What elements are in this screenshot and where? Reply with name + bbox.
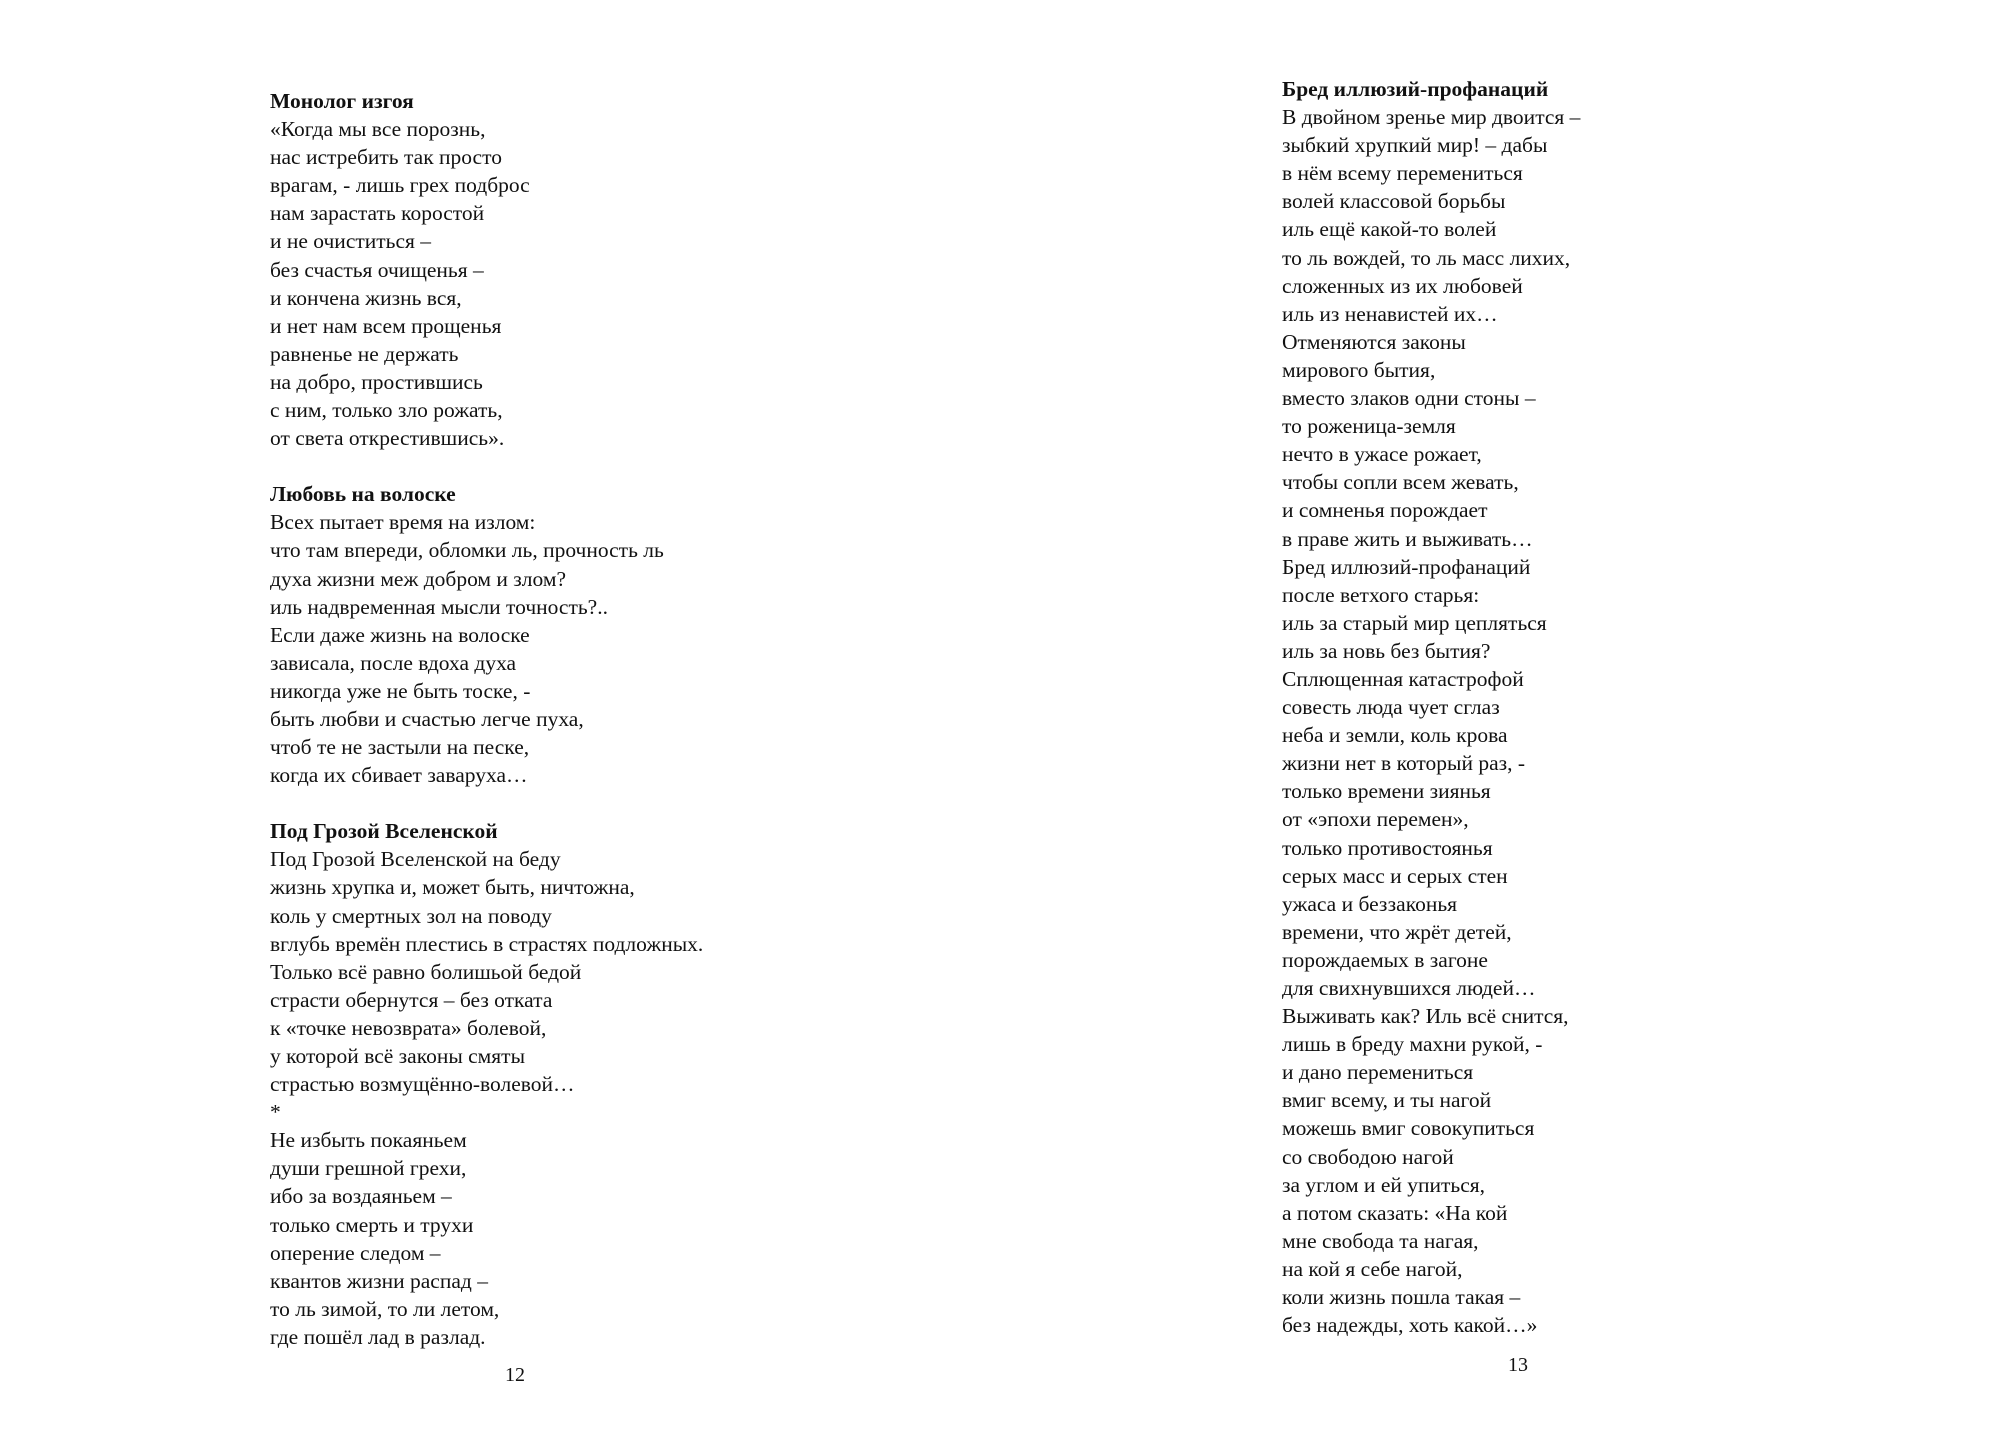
poem-line: Бред иллюзий-профанаций: [1282, 554, 1531, 579]
poem-line: иль ещё какой-то волей: [1282, 217, 1497, 242]
poem-line: на добро, простившись: [270, 369, 483, 394]
poem-line: к «точке невозврата» болевой,: [270, 1015, 547, 1040]
poem-line: вмиг всему, и ты нагой: [1282, 1088, 1492, 1113]
poem-line: где пошёл лад в разлад.: [270, 1324, 486, 1349]
poem-line: оперение следом –: [270, 1240, 441, 1265]
right-page-text: [1282, 75, 1972, 1367]
poem-line: только времени зиянья: [1282, 779, 1491, 804]
poem-line: жизнь хрупка и, может быть, ничтожна,: [270, 875, 635, 900]
poem-line: от света открестившись».: [270, 426, 505, 451]
poem-line: *: [270, 1100, 281, 1125]
poem-line: равненье не держать: [270, 341, 459, 366]
poem-line: Не избыть покаяньем: [270, 1128, 467, 1153]
poem-line: без надежды, хоть какой…»: [1282, 1313, 1538, 1338]
poem-line: только смерть и трухи: [270, 1212, 474, 1237]
poem-line: на кой я себе нагой,: [1282, 1256, 1463, 1281]
poem-line: то ль зимой, то ли летом,: [270, 1296, 500, 1321]
left-page-text: [270, 87, 970, 1379]
poem-line: неба и земли, коль крова: [1282, 723, 1508, 748]
poem-line: что там впереди, обломки ль, прочность ль: [270, 538, 664, 563]
poem-line: и сомненья порождает: [1282, 498, 1488, 523]
poem-line: нечто в ужасе рожает,: [1282, 442, 1482, 467]
poem-line: без счастья очищенья –: [270, 257, 484, 282]
poem-line: иль за старый мир цепляться: [1282, 610, 1547, 635]
poem-line: жизни нет в который раз, -: [1282, 751, 1526, 776]
poem-line: вглубь времён плестись в страстях подложных.: [270, 931, 704, 956]
poem-title: Монолог изгоя: [270, 89, 414, 113]
poem-line: Выживать как? Иль всё снится,: [1282, 1004, 1569, 1029]
poem-line: души грешной грехи,: [270, 1156, 467, 1181]
poem-line: лишь в бреду махни рукой, -: [1282, 1032, 1543, 1057]
poem-line: то роженица-земля: [1282, 414, 1456, 439]
poem-line: и кончена жизнь вся,: [270, 285, 462, 310]
poem-line: никогда уже не быть тоске, -: [270, 678, 531, 703]
poem-line: со свободою нагой: [1282, 1144, 1454, 1169]
poem-line: страсти обернутся – без отката: [270, 987, 553, 1012]
poem-line: от «эпохи перемен»,: [1282, 807, 1469, 832]
poem-line: у которой всё законы смяты: [270, 1044, 526, 1068]
poem-line: нам зарастать коростой: [270, 201, 485, 226]
poem-line: нас истребить так просто: [270, 145, 502, 170]
poem-line: времени, что жрёт детей,: [1282, 919, 1512, 944]
poem-line: коль у смертных зол на поводу: [270, 903, 552, 928]
poem-line: в праве жить и выживать…: [1282, 526, 1533, 551]
poem-line: Всех пытает время на излом:: [270, 510, 536, 535]
poem: [270, 817, 970, 1351]
poem-line: квантов жизни распад –: [270, 1268, 488, 1293]
poem-line: после ветхого старья:: [1282, 582, 1480, 607]
poem-line: то ль вождей, то ль масс лихих,: [1282, 245, 1571, 270]
poem-line: только противостоянья: [1282, 835, 1493, 860]
poem-line: мне свобода та нагая,: [1282, 1228, 1479, 1253]
poem-line: и дано перемениться: [1282, 1060, 1474, 1085]
poem-line: духа жизни меж добром и злом?: [270, 566, 566, 591]
poem: [1282, 75, 1972, 1339]
page-number-left: 12: [505, 1364, 525, 1386]
poem-line: порождаемых в загоне: [1282, 947, 1488, 972]
poem-line: можешь вмиг совокупиться: [1282, 1116, 1535, 1141]
poem-line: с ним, только зло рожать,: [270, 398, 503, 423]
poem-title: Любовь на волоске: [270, 482, 456, 507]
poem-line: «Когда мы все порознь,: [270, 117, 486, 142]
poem-line: зависала, после вдоха духа: [270, 650, 517, 675]
poem-line: за углом и ей упиться,: [1282, 1172, 1486, 1197]
poem-line: иль надвременная мысли точность?..: [270, 594, 608, 619]
poem-line: Под Грозой Вселенской на беду: [270, 847, 561, 872]
poem-line: страстью возмущённо-волевой…: [270, 1072, 575, 1097]
poem-line: чтоб те не застыли на песке,: [270, 735, 530, 760]
poem-line: и нет нам всем прощенья: [270, 313, 502, 338]
poem: [270, 87, 970, 452]
poem-line: иль за новь без бытия?: [1282, 638, 1491, 663]
poem-line: Если даже жизнь на волоске: [270, 622, 530, 647]
poem-line: Сплющенная катастрофой: [1282, 666, 1524, 691]
page-number-right: 13: [1508, 1354, 1528, 1376]
poem-line: Только всё равно болишьой бедой: [270, 959, 582, 984]
poem-line: а потом сказать: «На кой: [1282, 1200, 1508, 1225]
poem-line: вместо злаков одни стоны –: [1282, 386, 1536, 411]
poem-line: В двойном зренье мир двоится –: [1282, 105, 1581, 130]
poem-line: для свихнувшихся людей…: [1282, 976, 1536, 1000]
poem-line: мирового бытия,: [1282, 357, 1436, 382]
poem-line: в нём всему перемениться: [1282, 161, 1523, 186]
poem-line: чтобы сопли всем жевать,: [1282, 470, 1519, 495]
poem-line: врагам, - лишь грех подброс: [270, 173, 530, 198]
poem-line: когда их сбивает заваруха…: [270, 763, 528, 788]
poem-line: серых масс и серых стен: [1282, 863, 1508, 888]
poem-line: иль из ненавистей их…: [1282, 301, 1498, 326]
poem-title: Бред иллюзий-профанаций: [1282, 77, 1549, 101]
poem-line: волей классовой борьбы: [1282, 189, 1506, 214]
poem-line: Отменяются законы: [1282, 329, 1466, 354]
poem: [270, 480, 970, 789]
right-page: [996, 0, 1992, 1439]
poem-line: быть любви и счастью легче пуха,: [270, 706, 584, 731]
poem-line: сложенных из их любовей: [1282, 273, 1523, 298]
poem-line: зыбкий хрупкий мир! – дабы: [1282, 133, 1548, 158]
poem-line: ибо за воздаяньем –: [270, 1184, 452, 1209]
poem-line: совесть люда чует сглаз: [1282, 695, 1500, 720]
poem-line: коли жизнь пошла такая –: [1282, 1285, 1521, 1310]
poem-title: Под Грозой Вселенской: [270, 819, 498, 844]
poem-line: и не очиститься –: [270, 229, 432, 254]
poem-line: ужаса и беззаконья: [1282, 891, 1458, 916]
